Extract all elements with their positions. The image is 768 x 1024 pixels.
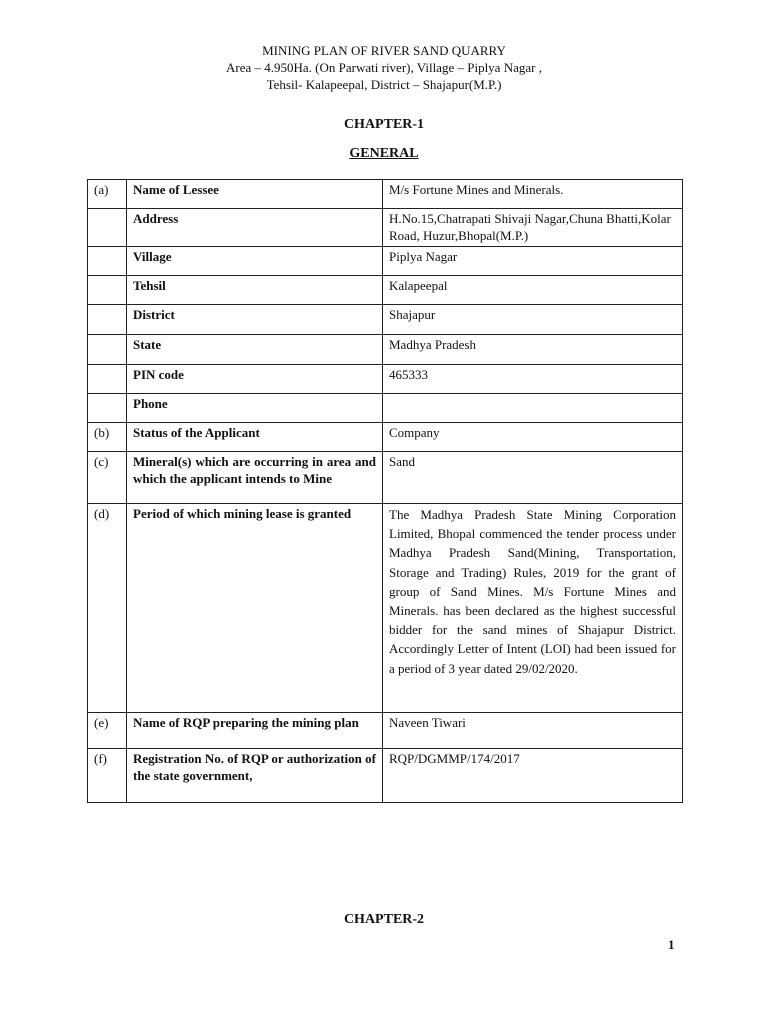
row-value: The Madhya Pradesh State Mining Corporation Limited, Bhopal commenced the tender process under Madhya Pradesh Sand(Mining, Transportation, Storage and Trading) Rules, 2019 for the grant of group of Sand Mines. M/s Fortune Mines and Minerals. has been declared as the highest successful bidder for the sand mines of Shajapur District. Accordingly Letter of Intent (LOI) had been issued for a period of 3 year dated 29/02/2020. xyxy=(383,504,683,713)
document-header xyxy=(0,42,768,93)
row-value: Madhya Pradesh xyxy=(383,335,683,365)
row-label: Period of which mining lease is granted xyxy=(127,504,383,713)
row-value: RQP/DGMMP/174/2017 xyxy=(383,749,683,803)
row-index xyxy=(88,335,127,365)
row-value xyxy=(383,394,683,423)
row-label: Mineral(s) which are occurring in area and which the applicant intends to Mine xyxy=(127,452,383,504)
header-line-2: Area – 4.950Ha. (On Parwati river), Village – Piplya Nagar , xyxy=(226,60,542,75)
row-index: (a) xyxy=(88,180,127,209)
row-label: Tehsil xyxy=(127,276,383,305)
table-row xyxy=(88,749,683,803)
row-index: (b) xyxy=(88,423,127,452)
row-value: Company xyxy=(383,423,683,452)
row-label: Address xyxy=(127,209,383,247)
table-row xyxy=(88,452,683,504)
chapter-1-title: CHAPTER-1 xyxy=(343,117,425,132)
row-value: H.No.15,Chatrapati Shivaji Nagar,Chuna Bhatti,Kolar Road, Huzur,Bhopal(M.P.) xyxy=(383,209,683,247)
row-index: (e) xyxy=(88,713,127,749)
row-label: Name of Lessee xyxy=(127,180,383,209)
table-row xyxy=(88,180,683,209)
row-index xyxy=(88,365,127,394)
row-value: Shajapur xyxy=(383,305,683,335)
chapter-2-title: CHAPTER-2 xyxy=(343,912,425,927)
row-value: Kalapeepal xyxy=(383,276,683,305)
row-value: Naveen Tiwari xyxy=(383,713,683,749)
table-row xyxy=(88,247,683,276)
row-index: (d) xyxy=(88,504,127,713)
page-number: 1 xyxy=(668,937,675,952)
table-row xyxy=(88,713,683,749)
row-label: Village xyxy=(127,247,383,276)
row-index: (f) xyxy=(88,749,127,803)
row-label: Name of RQP preparing the mining plan xyxy=(127,713,383,749)
table-row xyxy=(88,365,683,394)
header-line-3: Tehsil- Kalapeepal, District – Shajapur(M.P.) xyxy=(266,77,502,92)
row-label: PIN code xyxy=(127,365,383,394)
general-heading: GENERAL xyxy=(349,146,419,161)
row-label: State xyxy=(127,335,383,365)
general-info-table xyxy=(87,179,683,803)
row-value: Sand xyxy=(383,452,683,504)
table-row xyxy=(88,504,683,713)
row-index xyxy=(88,276,127,305)
table-row xyxy=(88,394,683,423)
row-index xyxy=(88,305,127,335)
table-row xyxy=(88,335,683,365)
row-value: 465333 xyxy=(383,365,683,394)
table-row xyxy=(88,305,683,335)
row-index xyxy=(88,209,127,247)
table-row xyxy=(88,276,683,305)
row-value: M/s Fortune Mines and Minerals. xyxy=(383,180,683,209)
row-index xyxy=(88,247,127,276)
table-row xyxy=(88,423,683,452)
row-value: Piplya Nagar xyxy=(383,247,683,276)
table-row xyxy=(88,209,683,247)
row-label: District xyxy=(127,305,383,335)
header-line-1: MINING PLAN OF RIVER SAND QUARRY xyxy=(262,43,506,58)
row-index: (c) xyxy=(88,452,127,504)
row-label: Phone xyxy=(127,394,383,423)
row-label: Registration No. of RQP or authorization of the state government, xyxy=(127,749,383,803)
row-label: Status of the Applicant xyxy=(127,423,383,452)
row-index xyxy=(88,394,127,423)
